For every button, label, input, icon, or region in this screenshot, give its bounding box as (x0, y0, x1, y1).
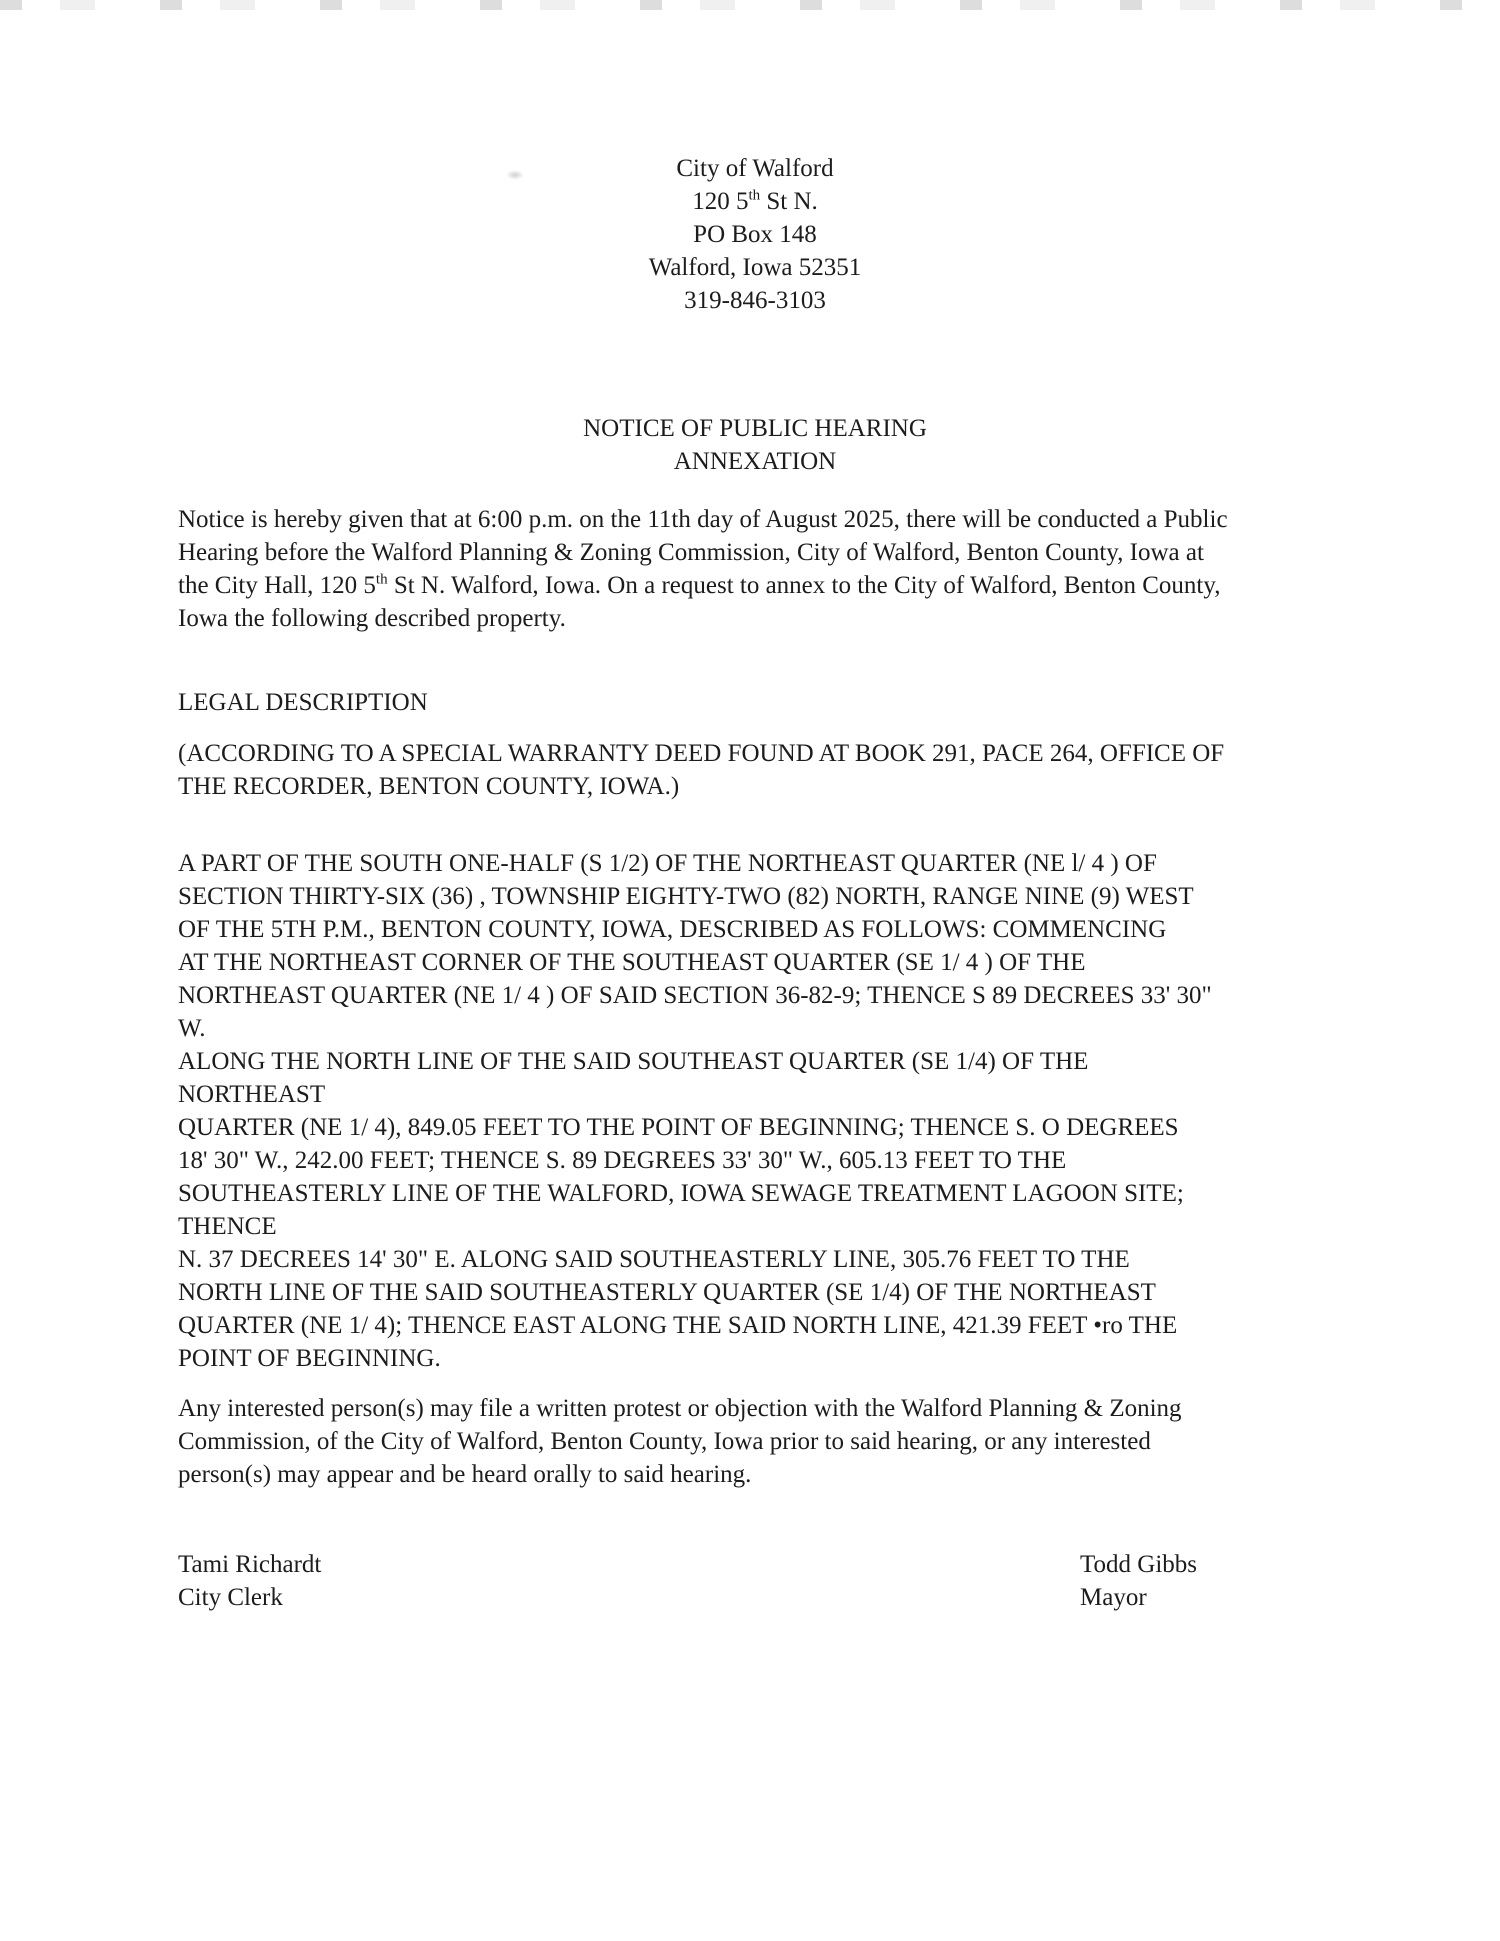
signature-block (178, 1548, 1335, 1618)
notice-line: Hearing before the Walford Planning & Zoning Commission, City of Walford, Benton County, Iowa at (178, 539, 1204, 566)
legal-body-line: NORTH LINE OF THE SAID SOUTHEASTERLY QUARTER (SE 1/4) OF THE NORTHEAST (178, 1279, 1156, 1306)
legal-body-line: POINT OF BEGINNING. (178, 1345, 441, 1372)
deed-reference (178, 737, 1335, 803)
ordinal-suffix: th (748, 187, 761, 204)
clerk-signature (178, 1548, 321, 1614)
mayor-signature (1080, 1548, 1197, 1614)
legal-body-line: 18' 30" W., 242.00 FEET; THENCE S. 89 DEGREES 33' 30" W., 605.13 FEET TO THE (178, 1147, 1067, 1174)
legal-body-line: NORTHEAST QUARTER (NE 1/ 4 ) OF SAID SECTION 36-82-9; THENCE S 89 DECREES 33' 30" (178, 982, 1212, 1009)
legal-body-line: ALONG THE NORTH LINE OF THE SAID SOUTHEAST QUARTER (SE 1/4) OF THE (178, 1048, 1089, 1075)
legal-body-line: N. 37 DECREES 14' 30" E. ALONG SAID SOUTHEASTERLY LINE, 305.76 FEET TO THE (178, 1246, 1130, 1273)
title-line-2: ANNEXATION (673, 448, 837, 475)
letterhead-pobox: PO Box 148 (693, 221, 817, 248)
protest-line: person(s) may appear and be heard orally to said hearing. (178, 1461, 752, 1488)
letterhead-phone: 319-846-3103 (684, 287, 826, 314)
notice-line: Iowa the following described property. (178, 605, 566, 632)
letterhead-org: City of Walford (676, 155, 834, 182)
mayor-title: Mayor (1080, 1584, 1147, 1611)
legal-body-line: SECTION THIRTY-SIX (36) , TOWNSHIP EIGHTY-TWO (82) NORTH, RANGE NINE (9) WEST (178, 883, 1194, 910)
letterhead-citystatezip: Walford, Iowa 52351 (648, 254, 862, 281)
mayor-name: Todd Gibbs (1080, 1551, 1198, 1578)
legal-body-line: AT THE NORTHEAST CORNER OF THE SOUTHEAST QUARTER (SE 1/ 4 ) OF THE (178, 949, 1086, 976)
legal-body-line: SOUTHEASTERLY LINE OF THE WALFORD, IOWA SEWAGE TREATMENT LAGOON SITE; (178, 1180, 1184, 1207)
legal-body-line: THENCE (178, 1213, 277, 1240)
protest-line: Any interested person(s) may file a written protest or objection with the Walford Planning & Zoning (178, 1395, 1182, 1422)
document-title (10, 412, 1500, 478)
clerk-name: Tami Richardt (178, 1551, 322, 1578)
legal-description-body (178, 847, 1335, 1375)
protest-paragraph (178, 1392, 1335, 1491)
deed-line: THE RECORDER, BENTON COUNTY, IOWA.) (178, 773, 680, 800)
notice-line: Notice is hereby given that at 6:00 p.m. on the 11th day of August 2025, there will be conducted a Public (178, 506, 1228, 533)
scan-noise-artifact (0, 0, 1500, 10)
legal-body-line: QUARTER (NE 1/ 4), 849.05 FEET TO THE POINT OF BEGINNING; THENCE S. O DEGREES (178, 1114, 1179, 1141)
notice-line: the City Hall, 120 5th St N. Walford, Iowa. On a request to annex to the City of Walford, Benton County, (178, 571, 1221, 599)
title-line-1: NOTICE OF PUBLIC HEARING (583, 415, 927, 442)
legal-body-line: W. (178, 1015, 206, 1042)
legal-body-line: QUARTER (NE 1/ 4); THENCE EAST ALONG THE SAID NORTH LINE, 421.39 FEET •ro THE (178, 1312, 1178, 1339)
legal-body-line: A PART OF THE SOUTH ONE-HALF (S 1/2) OF THE NORTHEAST QUARTER (NE l/ 4 ) OF (178, 850, 1157, 877)
legal-body-line: OF THE 5TH P.M., BENTON COUNTY, IOWA, DESCRIBED AS FOLLOWS: COMMENCING (178, 916, 1167, 943)
ordinal-suffix: th (375, 571, 388, 588)
notice-paragraph (178, 503, 1335, 635)
clerk-title: City Clerk (178, 1584, 283, 1611)
legal-description-heading: LEGAL DESCRIPTION (178, 689, 428, 716)
legal-body-line: NORTHEAST (178, 1081, 326, 1108)
letterhead-address: 120 5th St N. (692, 187, 818, 215)
letterhead (10, 152, 1500, 317)
protest-line: Commission, of the City of Walford, Benton County, Iowa prior to said hearing, or any interested (178, 1428, 1151, 1455)
deed-line: (ACCORDING TO A SPECIAL WARRANTY DEED FOUND AT BOOK 291, PACE 264, OFFICE OF (178, 740, 1225, 767)
